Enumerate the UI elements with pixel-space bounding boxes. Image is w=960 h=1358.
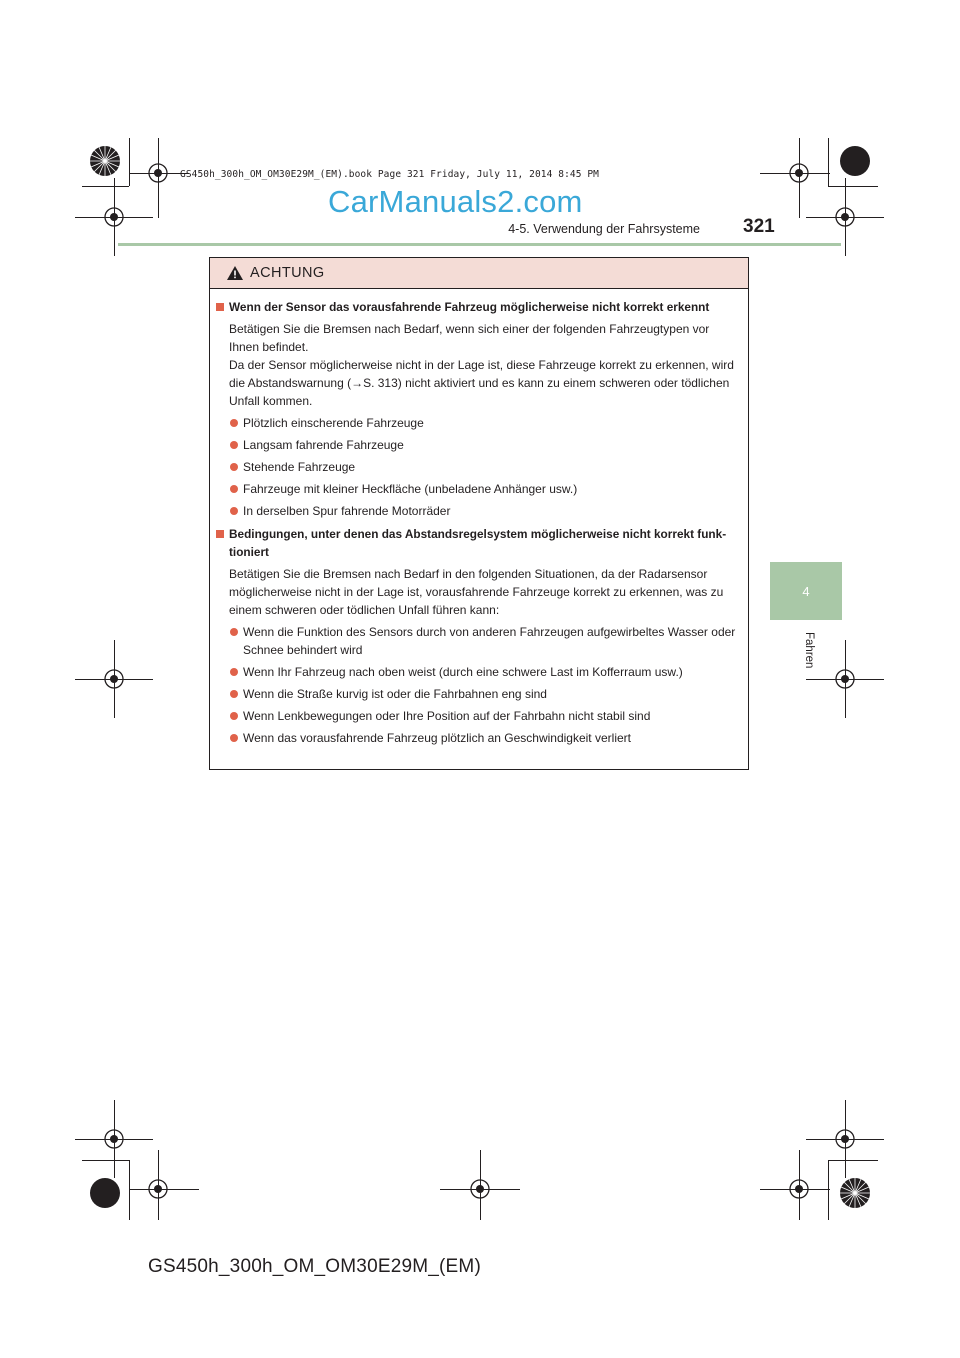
list-item: Wenn die Funktion des Sensors durch von anderen Fahrzeugen aufgewirbeltes Wasser oder Schnee behindert wird [216, 623, 742, 659]
round-bullet-icon [230, 712, 238, 720]
header-rule [118, 243, 841, 246]
registration-crosshair-icon [828, 662, 862, 696]
section-heading: Wenn der Sensor das vorausfahrende Fahrzeug möglicherweise nicht korrekt erkennt [216, 298, 742, 316]
warning-header [210, 258, 748, 289]
round-bullet-icon [230, 507, 238, 515]
starburst-target-icon [88, 144, 122, 178]
paragraph: Betätigen Sie die Bremsen nach Bedarf in den folgenden Situationen, da der Radarsensor möglicherweise nicht in der Lage ist, vorausfahrende Fahrzeuge korrekt zu erkennen, was zu einem schweren oder tödlichen Unfall führen kann: [229, 567, 724, 617]
list-item: Wenn die Straße kurvig ist oder die Fahrbahnen eng sind [216, 685, 742, 703]
section-header: 4-5. Verwendung der Fahrsysteme [508, 222, 700, 236]
manual-code-footer: GS450h_300h_OM_OM30E29M_(EM) [148, 1256, 481, 1277]
round-bullet-icon [230, 485, 238, 493]
registration-crosshair-icon [97, 1122, 131, 1156]
list-item: In derselben Spur fahrende Motorräder [216, 502, 742, 520]
list-item: Plötzlich einscherende Fahrzeuge [216, 414, 742, 432]
registration-crosshair-icon [782, 156, 816, 190]
list-item: Langsam fahrende Fahrzeuge [216, 436, 742, 454]
print-file-info: GS450h_300h_OM_OM30E29M_(EM).book Page 321 Friday, July 11, 2014 8:45 PM [180, 169, 600, 180]
registration-crosshair-icon [141, 1172, 175, 1206]
round-bullet-icon [230, 463, 238, 471]
registration-crosshair-icon [463, 1172, 497, 1206]
registration-crosshair-icon [141, 156, 175, 190]
registration-crosshair-icon [97, 200, 131, 234]
starburst-target-icon [838, 144, 872, 178]
list-item: Wenn Ihr Fahrzeug nach oben weist (durch eine schwere Last im Kofferraum usw.) [216, 663, 742, 681]
registration-crosshair-icon [828, 200, 862, 234]
chapter-number: 4 [802, 583, 810, 599]
round-bullet-icon [230, 734, 238, 742]
chapter-label: Fahren [803, 632, 815, 669]
page-number: 321 [743, 216, 775, 237]
registration-crosshair-icon [97, 662, 131, 696]
square-bullet-icon [216, 303, 224, 311]
list-item: Wenn das vorausfahrende Fahrzeug plötzlich an Geschwindigkeit verliert [216, 729, 742, 747]
registration-crosshair-icon [828, 1122, 862, 1156]
warning-triangle-icon [226, 265, 244, 281]
starburst-target-icon [88, 1176, 122, 1210]
warning-title: ACHTUNG [250, 265, 325, 281]
list-item: Stehende Fahrzeuge [216, 458, 742, 476]
round-bullet-icon [230, 628, 238, 636]
registration-crosshair-icon [782, 1172, 816, 1206]
round-bullet-icon [230, 668, 238, 676]
round-bullet-icon [230, 690, 238, 698]
watermark-text: CarManuals2.com [328, 184, 583, 219]
round-bullet-icon [230, 441, 238, 449]
warning-body [210, 289, 748, 747]
round-bullet-icon [230, 419, 238, 427]
warning-box [209, 257, 749, 770]
list-item: Fahrzeuge mit kleiner Heckfläche (unbeladene Anhänger usw.) [216, 480, 742, 498]
square-bullet-icon [216, 530, 224, 538]
paragraph: Betätigen Sie die Bremsen nach Bedarf, wenn sich einer der folgenden Fahrzeugtypen vor Ihnen befindet. Da der Sensor möglicherweise nicht in der Lage ist, diese Fahrzeuge korrekt zu erkennen, wird die Abstandswarnung (→S. 313) nicht aktiviert und es kann zu einem schweren oder tödlichen Unfall kommen. [229, 322, 734, 408]
starburst-target-icon [838, 1176, 872, 1210]
chapter-tab [770, 562, 842, 620]
section-heading: Bedingungen, unter denen das Abstandsregelsystem möglicherweise nicht korrekt funktioniert [216, 525, 742, 561]
list-item: Wenn Lenkbewegungen oder Ihre Position auf der Fahrbahn nicht stabil sind [216, 707, 742, 725]
